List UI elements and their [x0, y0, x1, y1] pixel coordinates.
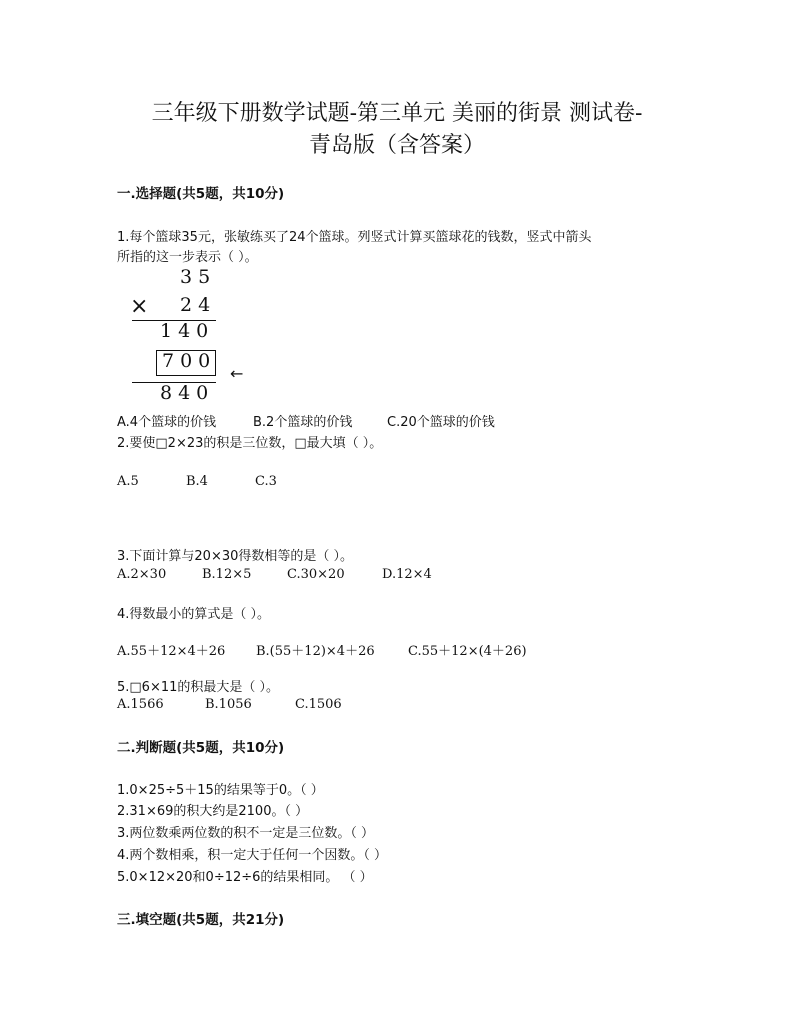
question-2-text: 2.要使□2×23的积是三位数，□最大填（ ）。: [117, 436, 383, 451]
question-1-text-line2: 所指的这一步表示（ ）。: [117, 250, 258, 265]
section-heading-judgement: 二.判断题(共5题，共10分): [117, 740, 285, 756]
judgement-item-4: 4.两个数相乘，积一定大于任何一个因数。（ ）: [117, 848, 388, 863]
question-1-text-line1: 1.每个篮球35元，张敏练买了24个篮球。列竖式计算买篮球花的钱数，竖式中箭头: [117, 230, 592, 245]
judgement-item-5: 5.0×12×20和0÷12÷6的结果相同。 （ ）: [117, 870, 373, 885]
q5-option-b: B.1056: [205, 697, 252, 712]
q4-option-a: A.55＋12×4＋26: [117, 644, 226, 659]
q4-option-c: C.55＋12×(4＋26): [408, 644, 527, 659]
calc-result: 840: [160, 382, 215, 404]
calc-multiplier: 24: [180, 294, 217, 316]
q3-option-b: B.12×5: [202, 567, 252, 582]
q3-option-d: D.12×4: [382, 567, 432, 582]
section-heading-fill-blank: 三.填空题(共5题，共21分): [117, 912, 285, 928]
calc-partial-product-2: 700: [162, 350, 217, 372]
q2-option-a: A.5: [117, 474, 139, 489]
arrow-left-icon: ←: [230, 364, 244, 383]
calc-multiply-sign: ×: [130, 294, 155, 319]
q3-option-c: C.30×20: [287, 567, 345, 582]
q5-option-a: A.1566: [117, 697, 164, 712]
document-title-line1: 三年级下册数学试题-第三单元 美丽的街景 测试卷-: [151, 101, 643, 126]
q2-option-c: C.3: [255, 474, 277, 489]
question-5-text: 5.□6×11的积最大是（ ）。: [117, 680, 280, 695]
calc-partial-product-1: 140: [160, 320, 215, 342]
calc-multiplicand: 35: [180, 266, 217, 288]
q3-option-a: A.2×30: [117, 567, 167, 582]
q5-option-c: C.1506: [295, 697, 342, 712]
judgement-item-2: 2.31×69的积大约是2100。（ ）: [117, 804, 309, 819]
q1-option-a: A.4个篮球的价钱: [117, 415, 217, 430]
judgement-item-3: 3.两位数乘两位数的积不一定是三位数。（ ）: [117, 826, 375, 841]
q2-option-b: B.4: [186, 474, 208, 489]
section-heading-choice: 一.选择题(共5题，共10分): [117, 186, 285, 202]
q4-option-b: B.(55＋12)×4＋26: [256, 644, 375, 659]
question-3-text: 3.下面计算与20×30得数相等的是（ ）。: [117, 549, 354, 564]
question-4-text: 4.得数最小的算式是（ ）。: [117, 607, 271, 622]
document-title-line2: 青岛版（含答案）: [308, 133, 485, 158]
q1-option-b: B.2个篮球的价钱: [253, 415, 353, 430]
judgement-item-1: 1.0×25÷5＋15的结果等于0。（ ）: [117, 783, 324, 798]
vertical-multiplication: [120, 266, 260, 406]
q1-option-c: C.20个篮球的价钱: [387, 415, 495, 430]
